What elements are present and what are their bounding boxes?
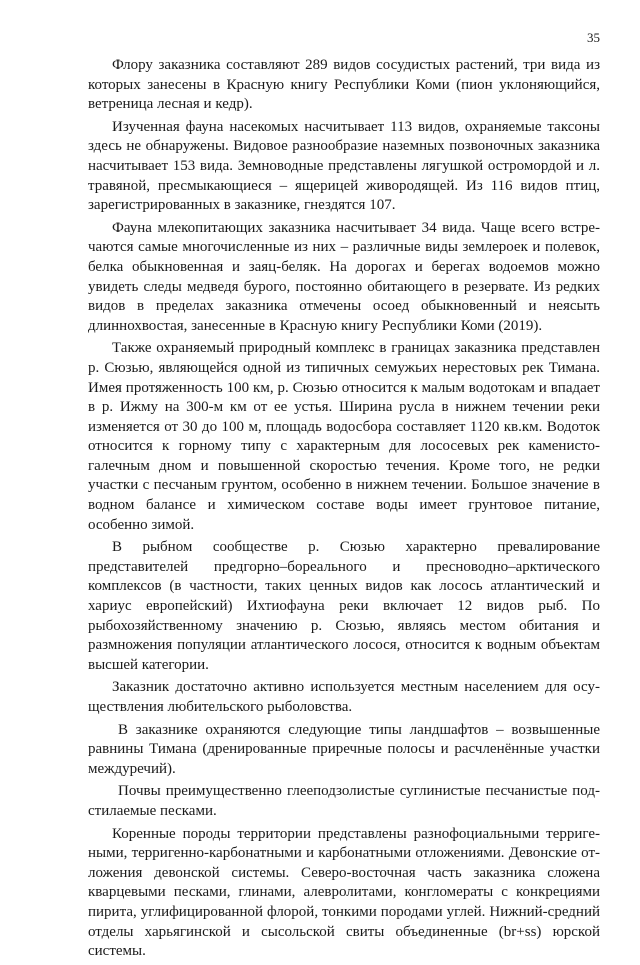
paragraph-fauna-mammals: Фауна млекопитающих заказника насчитывает 34 вида. Чаще всего встречаются самые многочисленные из них – различные виды землероек и полевок, белка обыкновенная и заяц-беляк. На дорогах и берегах водоемов можно увидеть следы медведя бурого, постоянно обитающего в резервате. Из редких видов в пределах заказника отмечены осоед обыкновенный и неясыть длиннохвостая, занесенные в Красную книгу Республики Коми (2019). (88, 219, 600, 334)
page-number: 35 (587, 30, 600, 45)
paragraph-soils: Почвы преимущественно глееподзолистые суглинистые песчанистые подстилаемые песками. (88, 783, 600, 819)
paragraph-landscapes: В заказнике охраняются следующие типы ландшафтов – возвышенные равнины Тимана (дренированные приречные полосы и расчленённые участки междуречий). (88, 721, 600, 777)
document-body (88, 56, 600, 965)
paragraph-fish: В рыбном сообществе р. Сюзью характерно превалирование представителей предгорно–бореального и пресноводно–арктического комплексов (в частности, таких ценных видов как лосось атлантический и хариус европейский) Ихтиофауна реки включает 12 видов рыб. По рыбохозяйственному значению р. Сюзью, являясь местом обитания и размножения популяции атлантического лосося, относится к водным объектам высшей категории. (88, 539, 600, 673)
paragraph-flora: Флору заказника составляют 289 видов сосудистых растений, три вида из которых занесены в Красную книгу Республики Коми (пион уклоняющийся, ветреница лесная и кедр). (88, 57, 600, 113)
paragraph-river: Также охраняемый природный комплекс в границах заказника представлен р. Сюзью, являющейся одной из типичных семужьих нерестовых рек Тимана. Имея протяженность 100 км, р. Сюзью относится к малым водотокам и впадает в р. Ижму на 300-м км от ее устья. Ширина русла в нижнем течении реки изменяется от 30 до 100 м, площадь водосбора составляет 1120 кв.км. Водоток относится к горному типу с характерным для лососевых рек каменисто-галечным дном и повышенной скоростью течения. Кроме того, не редки участки с песчаным грунтом, особенно в нижнем течении. Большое значение в водном балансе и химическом составе воды имеет грунтовое питание, особенно зимой. (88, 340, 600, 533)
paragraph-fauna-insects: Изученная фауна насекомых насчитывает 113 видов, охраняемые таксоны здесь не обнаружены. Видовое разнообразие наземных позвоночных заказника насчитывает 153 вида. Земноводные представлены лягушкой остромордой и л. травяной, пресмыкающиеся – ящерицей живородящей. Из 116 видов птиц, зарегистрированных в заказнике, гнездятся 107. (88, 118, 600, 214)
paragraph-fishing: Заказник достаточно активно используется местным населением для осуществления любительского рыболовства. (88, 679, 600, 715)
paragraph-geology: Коренные породы территории представлены разнофоциальными терригеными, терригенно-карбонатными и карбонатными отложениями. Девонские отложения девонской системы. Северо-восточная часть заказника сложена кварцевыми песками, глинами, алевролитами, конгломераты с конкрециями пирита, углифицированной флорой, тонкими породами углей. Нижний-средний отделы харьягинской и сысольской свиты объединенные (br+ss) юрской системы. (88, 825, 600, 960)
